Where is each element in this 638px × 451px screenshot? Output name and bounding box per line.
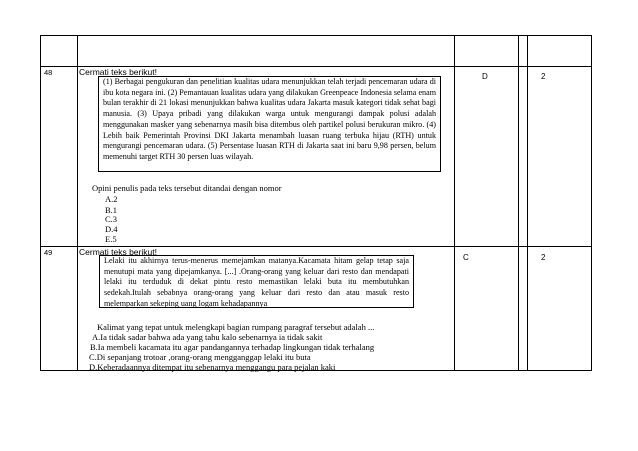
- question-text: Kalimat yang tepat untuk melengkapi bagian rumpang paragraf tersebut adalah ...: [97, 322, 375, 332]
- column-divider-blank: [527, 35, 528, 370]
- score-value: 2: [541, 253, 546, 262]
- reading-passage: [99, 255, 414, 308]
- question-number: 48: [44, 68, 53, 77]
- answer-key: C: [463, 253, 469, 262]
- answer-option-d: D.4: [105, 224, 118, 234]
- answer-option-c: C.Di sepanjang trotoar ,orang-orang mengganggap lelaki itu buta: [89, 352, 311, 362]
- reading-passage: [98, 76, 441, 172]
- column-divider-question: [454, 35, 455, 370]
- question-instruction: Cermati teks berikut!: [79, 67, 157, 77]
- table-left-border: [40, 35, 41, 370]
- answer-option-b: B.1: [105, 205, 118, 215]
- answer-option-b: B.Ia membeli kacamata itu agar pandangannya terhadap lingkungan tidak terhalang: [90, 342, 375, 352]
- question-instruction: Cermati teks berikut!: [79, 247, 157, 257]
- passage-text: Lelaki itu akhirnya terus-menerus memejamkan matanya.Kacamata hitam gelap tetap saja menutupi mata yang dipejamkanya. [...] .Orang-orang yang keluar dari resto dan mendapati lelaki itu terduduk di dekat pintu resto memastikan lelaki buta itu membutuhkan sedekah.Itulah sebabnya orang-orang yang keluar dari resto dan atau masuk resto melemparkan sekeping uang logam kehadapannya: [104, 256, 409, 308]
- column-divider-number: [77, 35, 78, 370]
- question-number: 49: [44, 248, 53, 257]
- answer-option-a: A.2: [105, 194, 118, 204]
- score-value: 2: [541, 72, 546, 81]
- answer-option-a: A.Ia tidak sadar bahwa ada yang tahu kalo sebenarnya ia tidak sakit: [92, 332, 323, 342]
- answer-option-e: E.5: [105, 234, 117, 244]
- question-text: Opini penulis pada teks tersebut ditandai dengan nomor: [92, 183, 282, 193]
- table-right-border: [591, 35, 592, 370]
- column-divider-answer: [518, 35, 519, 370]
- answer-option-d: D.Keberadaannya ditempat itu sebenarnya menggangu para pejalan kaki: [89, 362, 336, 372]
- answer-option-c: C.3: [105, 214, 118, 224]
- passage-text: (1) Berbagai pengukuran dan penelitian kualitas udara menunjukkan telah terjadi pencemaran udara di ibu kota negara ini. (2) Pemantauan kualitas udara yang dilakukan Greenpeace Indonesia selama enam bulan terakhir di 21 lokasi menunjukkan bahwa kualitas udara Jakarta masuk kategori tidak sehat bagi manusia. (3) Upaya pribadi yang dilakukan warga untuk mengurangi dampak polusi adalah menggunakan masker yang sebenarnya masih bisa ditembus oleh partikel polusi berukuran mikro. (4) Lebih baik Pemerintah Provinsi DKI Jakarta menambah luasan ruang terbuka hijau (RTH) untuk mengurangi pencemaran udara. (5) Persentase luasan RTH di Jakarta saat ini baru 9,98 persen, belum memenuhi target RTH 30 persen luas wilayah.: [103, 77, 436, 161]
- answer-key: D: [482, 72, 488, 81]
- table-top-border: [40, 35, 592, 36]
